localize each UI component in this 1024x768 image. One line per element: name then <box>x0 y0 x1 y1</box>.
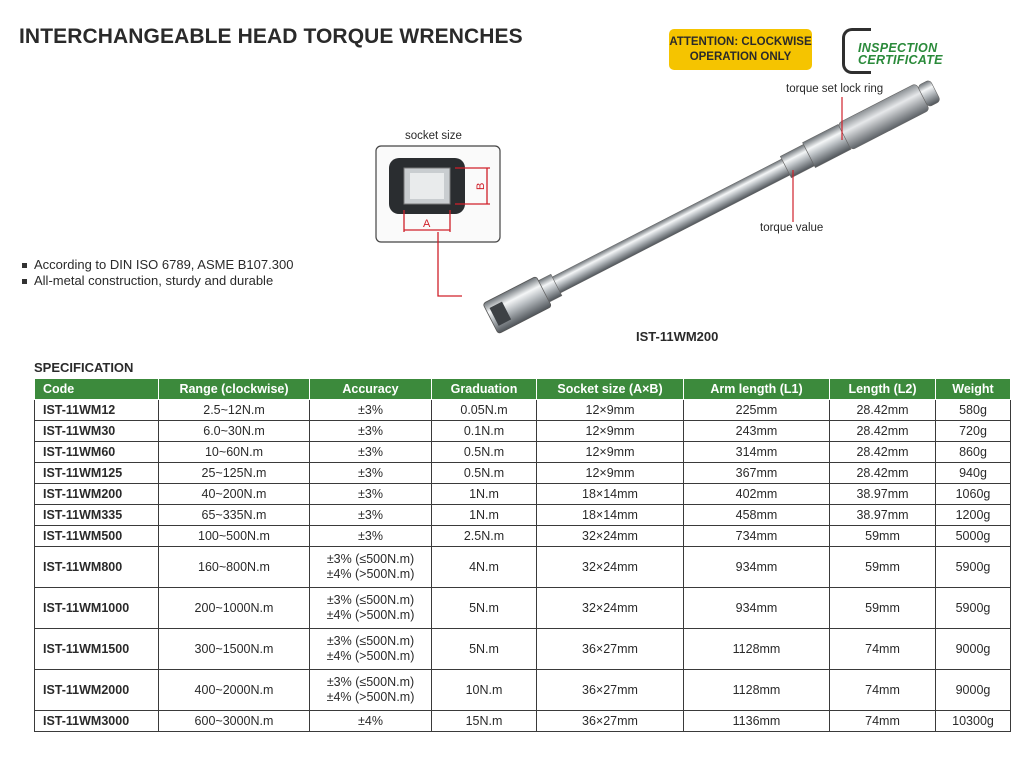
accuracy-line: ±4% (>500N.m) <box>326 649 415 663</box>
cell-code: IST-11WM12 <box>35 400 159 421</box>
cell-weight: 5000g <box>936 526 1011 547</box>
cell-graduation: 1N.m <box>432 484 537 505</box>
cell-code: IST-11WM125 <box>35 463 159 484</box>
cell-graduation: 0.5N.m <box>432 463 537 484</box>
cell-arm: 934mm <box>684 547 830 588</box>
cell-code: IST-11WM3000 <box>35 711 159 732</box>
cell-socket: 12×9mm <box>537 442 684 463</box>
column-header: Graduation <box>432 379 537 400</box>
table-body <box>35 400 1011 732</box>
wrench-illustration <box>0 0 1024 360</box>
cell-socket: 18×14mm <box>537 505 684 526</box>
cell-range: 400~2000N.m <box>159 670 310 711</box>
cell-length: 38.97mm <box>830 484 936 505</box>
cell-accuracy <box>310 484 432 505</box>
cell-arm: 314mm <box>684 442 830 463</box>
cell-accuracy <box>310 588 432 629</box>
cell-code: IST-11WM200 <box>35 484 159 505</box>
cell-socket: 36×27mm <box>537 711 684 732</box>
table-row <box>35 547 1011 588</box>
socket-end-icon <box>389 158 465 214</box>
accuracy-line: ±3% <box>358 423 383 438</box>
dim-a-label: A <box>423 218 431 230</box>
bullet-icon <box>22 279 27 284</box>
cell-graduation: 15N.m <box>432 711 537 732</box>
cell-range: 40~200N.m <box>159 484 310 505</box>
cell-accuracy <box>310 547 432 588</box>
cell-accuracy <box>310 400 432 421</box>
accuracy-line: ±3% <box>358 444 383 459</box>
cell-graduation: 0.05N.m <box>432 400 537 421</box>
cell-graduation: 4N.m <box>432 547 537 588</box>
table-header-row <box>35 379 1011 400</box>
accuracy-line: ±4% (>500N.m) <box>326 567 415 581</box>
specification-table <box>34 378 1011 732</box>
cell-weight: 1060g <box>936 484 1011 505</box>
attention-line-2: OPERATION ONLY <box>689 50 792 63</box>
accuracy-line: ±4% (>500N.m) <box>326 690 415 704</box>
cell-weight: 860g <box>936 442 1011 463</box>
cell-arm: 458mm <box>684 505 830 526</box>
accuracy-line: ±3% (≤500N.m) <box>326 593 415 607</box>
page-title: INTERCHANGEABLE HEAD TORQUE WRENCHES <box>19 25 523 48</box>
cell-accuracy <box>310 463 432 484</box>
cell-graduation: 5N.m <box>432 588 537 629</box>
table-row <box>35 421 1011 442</box>
accuracy-line: ±3% <box>358 465 383 480</box>
cell-arm: 1128mm <box>684 629 830 670</box>
table-row <box>35 629 1011 670</box>
accuracy-line: ±3% <box>358 486 383 501</box>
accuracy-line: ±3% <box>358 507 383 522</box>
column-header: Range (clockwise) <box>159 379 310 400</box>
cell-socket: 36×27mm <box>537 629 684 670</box>
cell-code: IST-11WM30 <box>35 421 159 442</box>
cell-length: 28.42mm <box>830 421 936 442</box>
cell-socket: 18×14mm <box>537 484 684 505</box>
cell-accuracy <box>310 421 432 442</box>
accuracy-line: ±4% <box>358 713 383 728</box>
cell-socket: 32×24mm <box>537 547 684 588</box>
accuracy-line: ±3% (≤500N.m) <box>326 675 415 689</box>
accuracy-line: ±3% (≤500N.m) <box>326 634 415 648</box>
cell-code: IST-11WM60 <box>35 442 159 463</box>
cell-weight: 1200g <box>936 505 1011 526</box>
cell-length: 28.42mm <box>830 463 936 484</box>
cell-length: 59mm <box>830 588 936 629</box>
cell-arm: 934mm <box>684 588 830 629</box>
cell-arm: 243mm <box>684 421 830 442</box>
cell-graduation: 10N.m <box>432 670 537 711</box>
column-header: Weight <box>936 379 1011 400</box>
cell-weight: 9000g <box>936 629 1011 670</box>
cell-length: 74mm <box>830 711 936 732</box>
cell-accuracy <box>310 526 432 547</box>
socket-size-label: socket size <box>405 130 462 142</box>
column-header: Code <box>35 379 159 400</box>
cell-socket: 32×24mm <box>537 588 684 629</box>
column-header: Arm length (L1) <box>684 379 830 400</box>
cell-graduation: 1N.m <box>432 505 537 526</box>
cell-graduation: 0.5N.m <box>432 442 537 463</box>
cell-length: 38.97mm <box>830 505 936 526</box>
cell-accuracy <box>310 629 432 670</box>
cert-line-2: CERTIFICATE <box>858 53 943 67</box>
table-row <box>35 711 1011 732</box>
cell-length: 59mm <box>830 526 936 547</box>
cert-line-1: INSPECTION <box>858 41 938 55</box>
cell-range: 300~1500N.m <box>159 629 310 670</box>
table-row <box>35 505 1011 526</box>
cell-accuracy <box>310 505 432 526</box>
torque-value-label: torque value <box>760 222 824 234</box>
cell-arm: 734mm <box>684 526 830 547</box>
cell-code: IST-11WM500 <box>35 526 159 547</box>
cell-length: 74mm <box>830 629 936 670</box>
cell-weight: 5900g <box>936 547 1011 588</box>
table-row <box>35 670 1011 711</box>
cell-code: IST-11WM335 <box>35 505 159 526</box>
cell-weight: 10300g <box>936 711 1011 732</box>
feature-item: According to DIN ISO 6789, ASME B107.300 <box>22 257 293 273</box>
cell-length: 59mm <box>830 547 936 588</box>
cell-length: 28.42mm <box>830 442 936 463</box>
column-header: Socket size (A×B) <box>537 379 684 400</box>
cell-code: IST-11WM2000 <box>35 670 159 711</box>
feature-list <box>22 257 293 289</box>
cell-socket: 12×9mm <box>537 400 684 421</box>
cell-range: 6.0~30N.m <box>159 421 310 442</box>
cell-weight: 9000g <box>936 670 1011 711</box>
cell-arm: 225mm <box>684 400 830 421</box>
lock-ring-label: torque set lock ring <box>786 83 884 95</box>
cell-arm: 1136mm <box>684 711 830 732</box>
column-header: Accuracy <box>310 379 432 400</box>
feature-item: All-metal construction, sturdy and durable <box>22 273 293 289</box>
cell-range: 600~3000N.m <box>159 711 310 732</box>
model-caption: IST-11WM200 <box>636 329 719 344</box>
cell-arm: 1128mm <box>684 670 830 711</box>
spec-heading: SPECIFICATION <box>34 360 134 375</box>
bullet-icon <box>22 263 27 268</box>
table-row <box>35 484 1011 505</box>
cell-range: 200~1000N.m <box>159 588 310 629</box>
cell-code: IST-11WM1000 <box>35 588 159 629</box>
cell-graduation: 0.1N.m <box>432 421 537 442</box>
cell-socket: 12×9mm <box>537 463 684 484</box>
cell-graduation: 2.5N.m <box>432 526 537 547</box>
cell-length: 74mm <box>830 670 936 711</box>
cell-arm: 402mm <box>684 484 830 505</box>
cell-weight: 5900g <box>936 588 1011 629</box>
accuracy-line: ±3% <box>358 528 383 543</box>
cell-weight: 580g <box>936 400 1011 421</box>
table-row <box>35 588 1011 629</box>
cell-arm: 367mm <box>684 463 830 484</box>
cell-range: 160~800N.m <box>159 547 310 588</box>
table-row <box>35 442 1011 463</box>
cell-socket: 12×9mm <box>537 421 684 442</box>
attention-line-1: ATTENTION: CLOCKWISE <box>669 35 812 48</box>
cell-socket: 36×27mm <box>537 670 684 711</box>
cell-range: 100~500N.m <box>159 526 310 547</box>
cell-range: 65~335N.m <box>159 505 310 526</box>
table-row <box>35 400 1011 421</box>
cell-code: IST-11WM800 <box>35 547 159 588</box>
cell-code: IST-11WM1500 <box>35 629 159 670</box>
cell-length: 28.42mm <box>830 400 936 421</box>
cell-accuracy <box>310 670 432 711</box>
cell-weight: 720g <box>936 421 1011 442</box>
accuracy-line: ±3% <box>358 402 383 417</box>
table-row <box>35 463 1011 484</box>
table-row <box>35 526 1011 547</box>
dim-b-label: B <box>475 182 487 190</box>
cell-range: 10~60N.m <box>159 442 310 463</box>
torque-wrench-image <box>483 75 943 334</box>
cell-range: 25~125N.m <box>159 463 310 484</box>
accuracy-line: ±4% (>500N.m) <box>326 608 415 622</box>
cell-graduation: 5N.m <box>432 629 537 670</box>
cell-weight: 940g <box>936 463 1011 484</box>
cell-socket: 32×24mm <box>537 526 684 547</box>
cell-accuracy <box>310 711 432 732</box>
accuracy-line: ±3% (≤500N.m) <box>326 552 415 566</box>
cell-range: 2.5~12N.m <box>159 400 310 421</box>
column-header: Length (L2) <box>830 379 936 400</box>
cell-accuracy <box>310 442 432 463</box>
